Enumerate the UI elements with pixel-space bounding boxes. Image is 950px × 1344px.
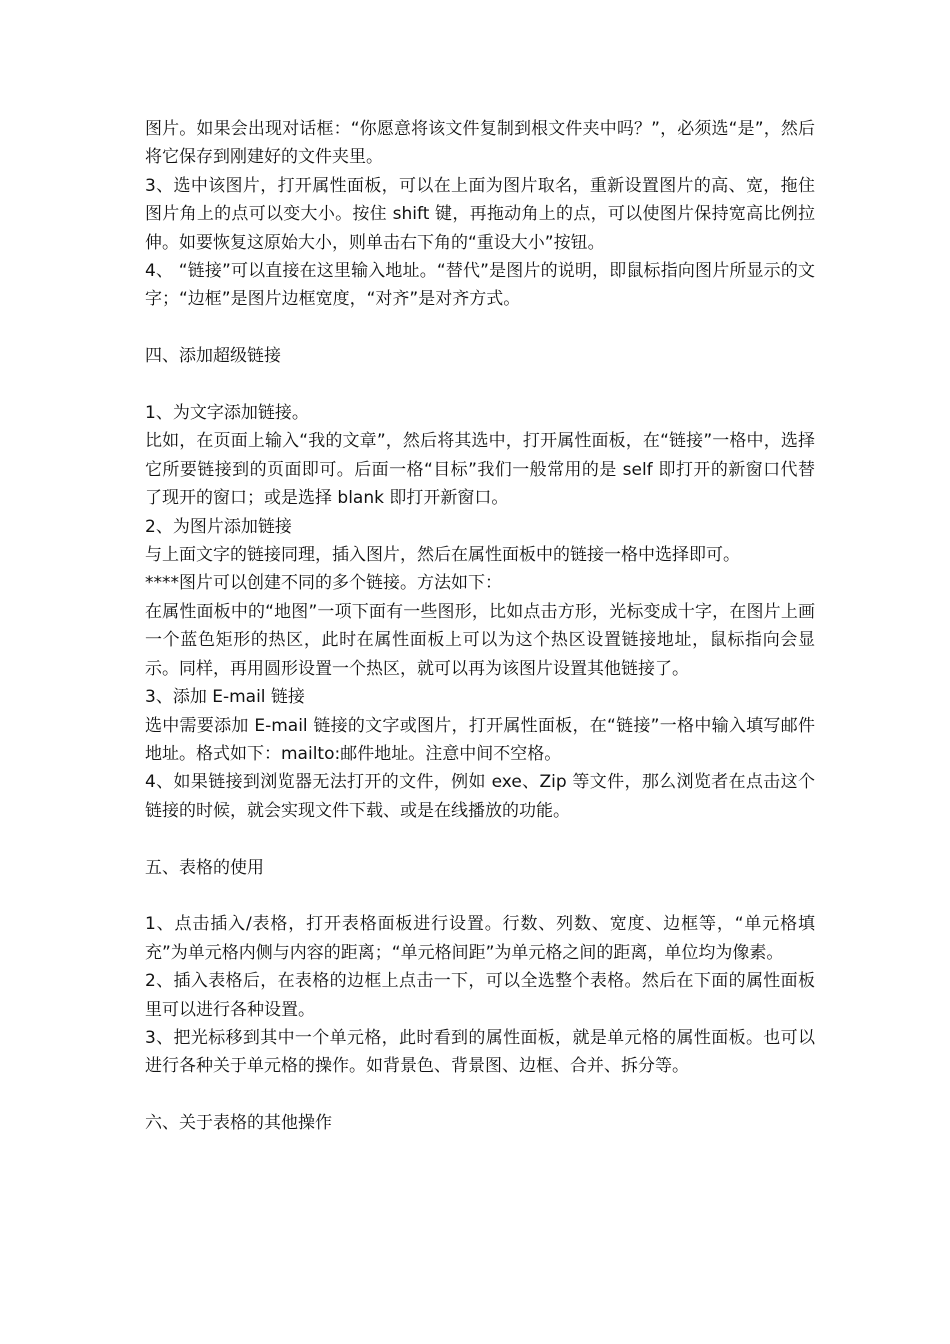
paragraph: 1、为文字添加链接。	[145, 403, 309, 424]
paragraph: 与上面文字的链接同理，插入图片，然后在属性面板中的链接一格中选择即可。	[145, 545, 740, 566]
paragraph: 选中需要添加 E-mail 链接的文字或图片，打开属性面板，在“链接”一格中输入填写邮件地址。格式如下：mailto:邮件地址。注意中间不空格。	[145, 715, 815, 764]
section-heading: 五、表格的使用	[145, 857, 264, 878]
paragraph: 3、添加 E-mail 链接	[145, 687, 305, 708]
paragraph: 图片。如果会出现对话框：“你愿意将该文件复制到根文件夹中吗？”，必须选“是”，然后将它保存到刚建好的文件夹里。	[145, 119, 815, 168]
paragraph: 比如，在页面上输入“我的文章”，然后将其选中，打开属性面板，在“链接”一格中，选择它所要链接到的页面即可。后面一格“目标”我们一般常用的是 self 即打开的新窗口代替了现开的窗口；或是选择 blank 即打开新窗口。	[145, 431, 815, 509]
section-heading: 四、添加超级链接	[145, 346, 281, 367]
section-heading: 六、关于表格的其他操作	[145, 1113, 332, 1134]
paragraph: 1、点击插入/表格，打开表格面板进行设置。行数、列数、宽度、边框等，“单元格填充”为单元格内侧与内容的距离；“单元格间距”为单元格之间的距离，单位均为像素。	[145, 914, 815, 963]
paragraph: ****图片可以创建不同的多个链接。方法如下：	[145, 573, 502, 594]
paragraph: 3、选中该图片，打开属性面板，可以在上面为图片取名，重新设置图片的高、宽，拖住图片角上的点可以变大小。按住 shift 键，再拖动角上的点，可以使图片保持宽高比例拉伸。如要恢复这原始大小，则单击右下角的“重设大小”按钮。	[145, 175, 815, 253]
document-body	[145, 115, 815, 1166]
paragraph: 4、如果链接到浏览器无法打开的文件，例如 exe、Zip 等文件，那么浏览者在点击这个链接的时候，就会实现文件下载、或是在线播放的功能。	[145, 772, 815, 821]
paragraph: 2、为图片添加链接	[145, 516, 292, 537]
paragraph: 在属性面板中的“地图”一项下面有一些图形，比如点击方形，光标变成十字，在图片上画一个蓝色矩形的热区，此时在属性面板上可以为这个热区设置链接地址，鼠标指向会显示。同样，再用圆形设置一个热区，就可以再为该图片设置其他链接了。	[145, 601, 815, 679]
paragraph: 2、插入表格后，在表格的边框上点击一下，可以全选整个表格。然后在下面的属性面板里可以进行各种设置。	[145, 971, 815, 1020]
paragraph: 4、 “链接”可以直接在这里输入地址。“替代”是图片的说明，即鼠标指向图片所显示的文字；“边框”是图片边框宽度，“对齐”是对齐方式。	[145, 261, 815, 310]
paragraph: 3、把光标移到其中一个单元格，此时看到的属性面板，就是单元格的属性面板。也可以进行各种关于单元格的操作。如背景色、背景图、边框、合并、拆分等。	[145, 1027, 815, 1077]
